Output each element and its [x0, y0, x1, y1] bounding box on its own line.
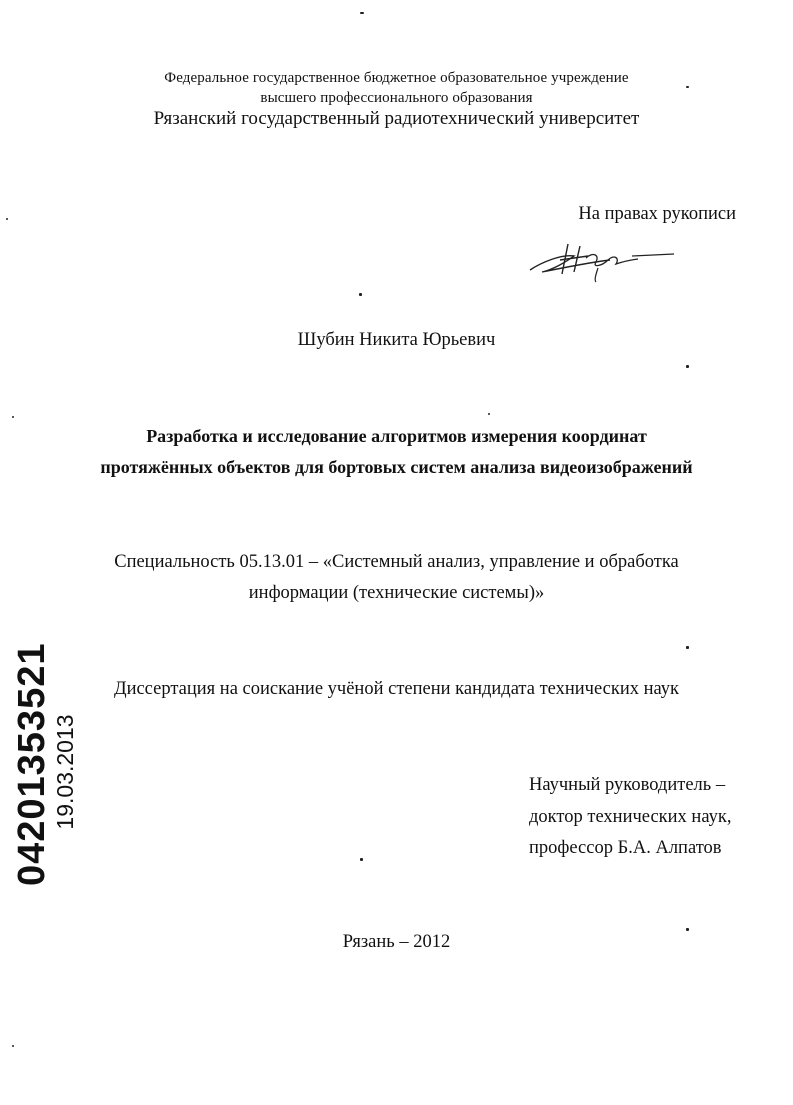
scan-speck — [686, 365, 689, 368]
manuscript-rights-note: На правах рукописи — [578, 204, 736, 224]
scan-speck — [488, 413, 490, 415]
organization-type-line: Федеральное государственное бюджетное образовательное учреждение — [164, 70, 629, 86]
scan-speck — [12, 1045, 14, 1047]
supervisor-role: Научный руководитель – — [529, 775, 726, 795]
scan-speck — [6, 218, 8, 220]
author-signature — [522, 232, 677, 287]
scan-speck — [360, 12, 364, 14]
university-name: Рязанский государственный радиотехнический университет — [153, 108, 640, 129]
scan-speck — [359, 293, 362, 296]
archive-stamp-date: 19.03.2013 — [52, 714, 78, 830]
degree-statement: Диссертация на соискание учёной степени кандидата технических наук — [113, 679, 680, 699]
scan-speck — [686, 86, 689, 88]
author-name: Шубин Никита Юрьевич — [297, 330, 496, 350]
supervisor-name: профессор Б.А. Алпатов — [529, 838, 722, 858]
dissertation-title-line1: Разработка и исследование алгоритмов измерения координат — [146, 426, 647, 446]
scan-speck — [686, 646, 689, 649]
education-level-line: высшего профессионального образования — [260, 90, 533, 106]
dissertation-title-line2: протяжённых объектов для бортовых систем анализа видеоизображений — [100, 457, 693, 477]
scan-speck — [360, 858, 363, 861]
scan-speck — [12, 416, 14, 418]
specialty-line2: информации (технические системы)» — [248, 583, 545, 603]
specialty-line1: Специальность 05.13.01 – «Системный анализ, управление и обработка — [114, 552, 679, 572]
place-year: Рязань – 2012 — [342, 932, 451, 952]
archive-stamp-number: 04201353521 — [11, 642, 53, 886]
supervisor-degree: доктор технических наук, — [529, 807, 732, 827]
scan-speck — [686, 928, 689, 931]
